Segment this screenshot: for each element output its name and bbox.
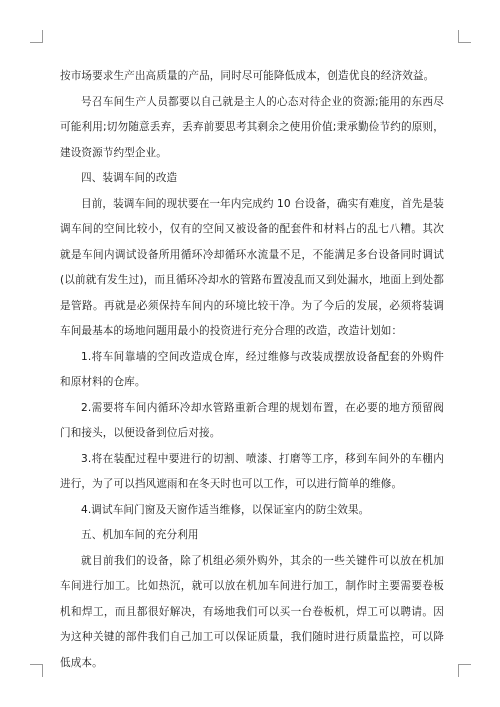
section-heading-4: 四、装调车间的改造 <box>81 172 178 184</box>
crop-mark-bottom-right <box>458 664 471 677</box>
paragraph: 目前，装调车间的现状要在一年内完成约 10 台设备，确实有难度，首先是装调车间的空间比较小，仅有的空间又被设备的配套件和材料占的乱七八糟。其次就是车间内调试设备所用循环冷却循环水流量不足，不能满足多台设备同时调试(以前就有发生过)，而且循环冷却水的管路布置凌乱而又到处漏水，地面上到处都是管路。再就是必须保持车间内的环境比较干净。为了今后的发展，必须将装调车间最基本的场地问题用最小的投资进行充分合理的改造，改造计划如： <box>60 197 444 337</box>
document-body <box>60 64 444 676</box>
paragraph: 就目前我们的设备，除了机组必须外购外，其余的一些关键件可以放在机加车间进行加工。比如热沉，就可以放在机加车间进行加工，制作时主要需要卷板机和焊工，而且都很好解决，有场地我们可以买一台卷板机，焊工可以聘请。因为这种关键的部件我们自己加工可以保证质量，我们随时进行质量监控，可以降低成本。 <box>60 554 444 669</box>
crop-mark-top-left <box>30 30 43 43</box>
crop-mark-top-right <box>458 30 471 43</box>
section-heading-5: 五、机加车间的充分利用 <box>81 529 199 541</box>
paragraph-continued: 按市场要求生产出高质量的产品，同时尽可能降低成本，创造优良的经济效益。 <box>60 70 435 82</box>
list-item-3: 3.将在装配过程中要进行的切割、喷漆、打磨等工序，移到车间外的车棚内进行，为了可以挡风遮雨和在冬天时也可以工作，可以进行简单的维修。 <box>60 452 444 490</box>
list-item-4: 4.调试车间门窗及天窗作适当维修，以保证室内的防尘效果。 <box>81 503 370 516</box>
list-item-1: 1.将车间靠墙的空间改造成仓库，经过维修与改装成摆放设备配套的外购件和原材料的仓库。 <box>60 350 444 388</box>
list-item-2: 2.需要将车间内循环冷却水管路重新合理的规划布置，在必要的地方预留阀门和接头，以便设备到位后对接。 <box>60 401 444 439</box>
crop-mark-bottom-left <box>30 664 43 677</box>
paragraph: 号召车间生产人员都要以自己就是主人的心态对待企业的资源;能用的东西尽可能利用;切勿随意丢弃，丢弃前要思考其剩余之使用价值;秉承勤俭节约的原则，建设资源节约型企业。 <box>60 95 444 159</box>
